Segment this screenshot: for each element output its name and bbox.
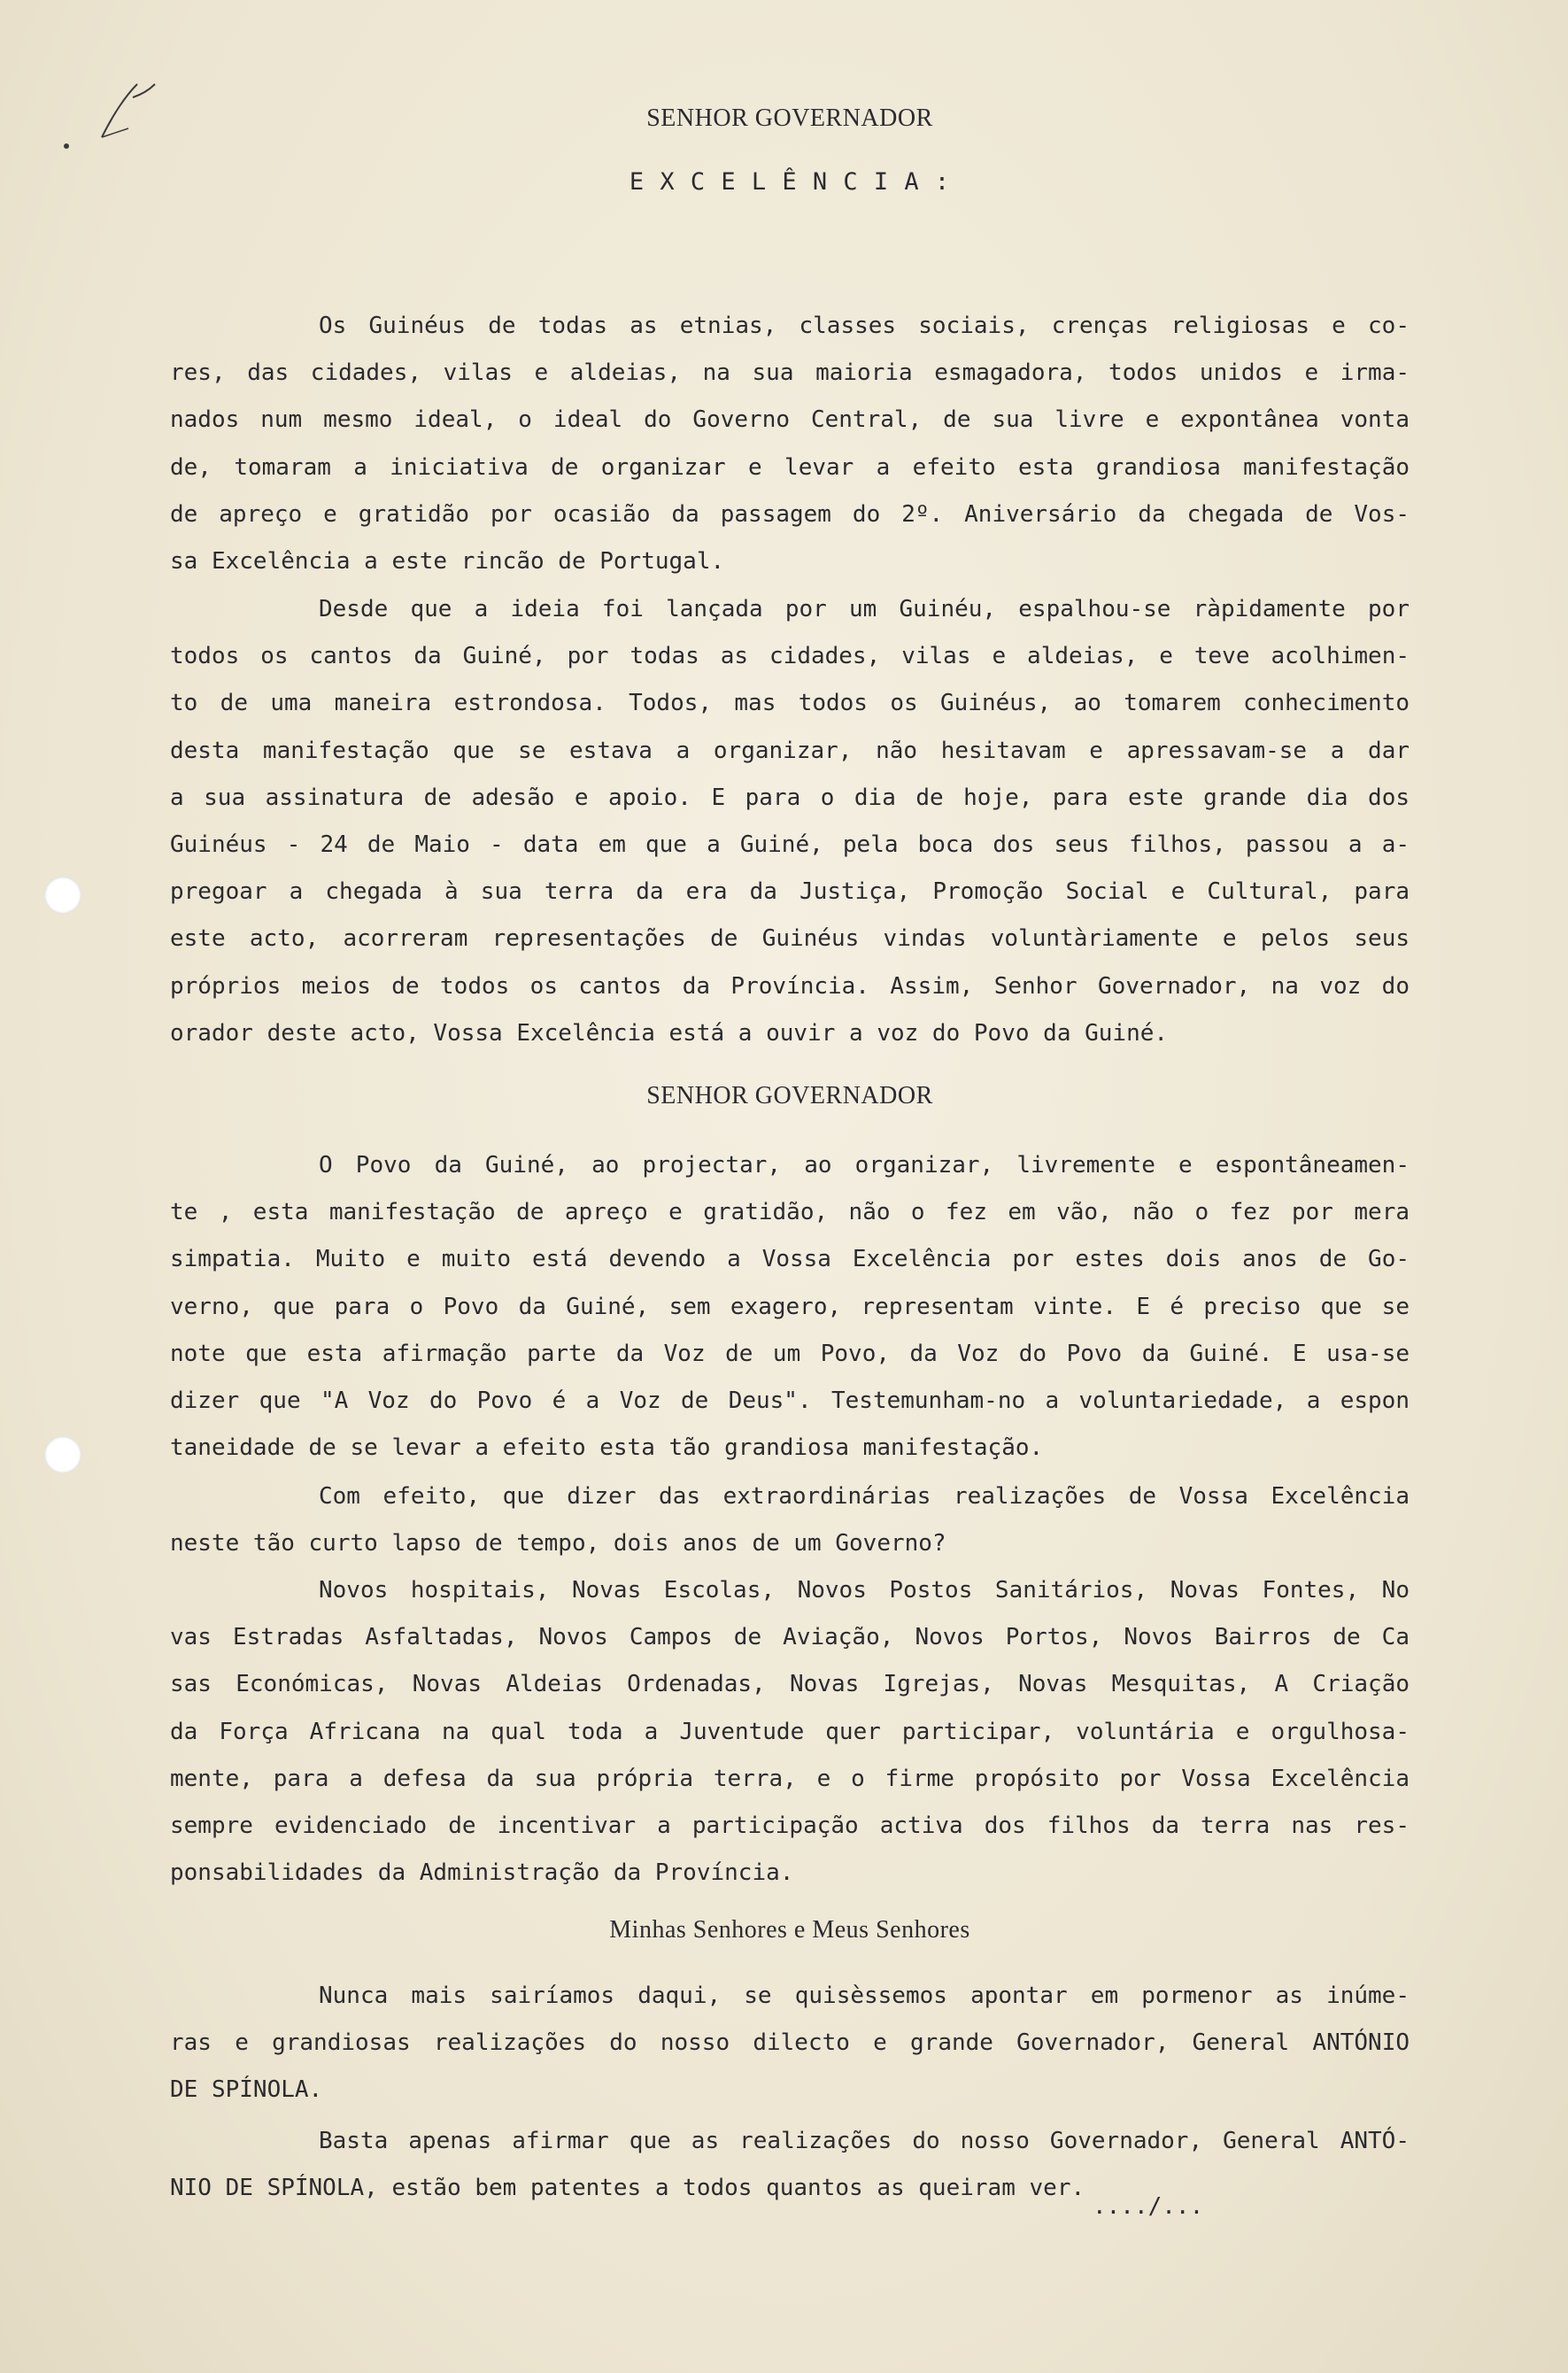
paragraph-line: todos os cantos da Guiné, por todas as cidades, vilas e aldeias, e teve acolhimen-: [170, 643, 1410, 670]
salutation: E X C E L Ê N C I A :: [629, 168, 951, 196]
paragraph-line: da Força Africana na qual toda a Juventude quer participar, voluntária e orgulhosa-: [170, 1718, 1410, 1745]
paragraph-line: res, das cidades, vilas e aldeias, na sua maioria esmagadora, todos unidos e irma-: [170, 359, 1410, 387]
paragraph-7: [170, 2118, 1410, 2212]
paragraph-line: dizer que "A Voz do Povo é a Voz de Deus". Testemunham-no a voluntariedade, a espon: [170, 1387, 1410, 1414]
paragraph-line: simpatia. Muito e muito está devendo a Vossa Excelência por estes dois anos de Go-: [170, 1246, 1410, 1273]
handwritten-mark: [49, 66, 182, 164]
paragraph-line: sas Económicas, Novas Aldeias Ordenadas, Novas Igrejas, Novas Mesquitas, A Criação: [170, 1671, 1410, 1698]
paragraph-3: [170, 1142, 1410, 1472]
paragraph-4: [170, 1473, 1410, 1567]
punch-hole-top: [44, 877, 81, 914]
paragraph-line: ras e grandiosas realizações do nosso dilecto e grande Governador, General ANTÓNIO: [170, 2029, 1410, 2057]
paragraph-1: [170, 303, 1410, 585]
paragraph-2: [170, 586, 1410, 1057]
paragraph-line: orador deste acto, Vossa Excelência está a ouvir a voz do Povo da Guiné.: [170, 1019, 1169, 1047]
paragraph-line: to de uma maneira estrondosa. Todos, mas todos os Guinéus, ao tomarem conhecimento: [170, 690, 1410, 717]
heading-3: Minhas Senhores e Meus Senhores: [609, 1916, 970, 1944]
paragraph-line: Desde que a ideia foi lançada por um Guinéu, espalhou-se ràpidamente por: [319, 596, 1410, 622]
paragraph-line: próprios meios de todos os cantos da Província. Assim, Senhor Governador, na voz do: [170, 972, 1410, 1000]
paragraph-line: este acto, acorreram representações de Guinéus vindas voluntàriamente e pelos seus: [170, 925, 1410, 953]
paragraph-line: NIO DE SPÍNOLA, estão bem patentes a todos quantos as queiram ver.: [170, 2175, 1085, 2202]
paragraph-line: desta manifestação que se estava a organizar, não hesitavam e apressavam-se a dar: [170, 737, 1410, 764]
paragraph-line: Os Guinéus de todas as etnias, classes sociais, crenças religiosas e co-: [319, 313, 1410, 339]
paragraph-line: taneidade de se levar a efeito esta tão grandiosa manifestação.: [170, 1434, 1044, 1462]
paragraph-line: DE SPÍNOLA.: [170, 2076, 323, 2104]
paragraph-line: Guinéus - 24 de Maio - data em que a Guiné, pela boca dos seus filhos, passou a a-: [170, 831, 1410, 858]
paragraph-line: note que esta afirmação parte da Voz de um Povo, da Voz do Povo da Guiné. E usa-se: [170, 1340, 1410, 1367]
paragraph-5: [170, 1567, 1410, 1897]
paragraph-line: de apreço e gratidão por ocasião da passagem do 2º. Aniversário da chegada de Vos-: [170, 500, 1410, 528]
paragraph-line: vas Estradas Asfaltadas, Novos Campos de Aviação, Novos Portos, Novos Bairros de Ca: [170, 1624, 1410, 1651]
heading-2: SENHOR GOVERNADOR: [646, 1082, 933, 1109]
punch-hole-bottom: [44, 1436, 81, 1473]
paragraph-6: [170, 1973, 1410, 2114]
paragraph-line: O Povo da Guiné, ao projectar, ao organizar, livremente e espontâneamen-: [319, 1152, 1410, 1179]
paragraph-line: Nunca mais sairíamos daqui, se quisèssemos apontar em pormenor as inúme-: [319, 1983, 1410, 2009]
paragraph-line: nados num mesmo ideal, o ideal do Governo Central, de sua livre e expontânea vonta: [170, 406, 1410, 434]
paragraph-line: verno, que para o Povo da Guiné, sem exagero, representam vinte. E é preciso que se: [170, 1293, 1410, 1320]
paragraph-line: a sua assinatura de adesão e apoio. E para o dia de hoje, para este grande dia dos: [170, 784, 1410, 811]
paragraph-line: Basta apenas afirmar que as realizações do nosso Governador, General ANTÓ-: [319, 2128, 1410, 2154]
paragraph-line: mente, para a defesa da sua própria terra, e o firme propósito por Vossa Excelência: [170, 1765, 1410, 1792]
paragraph-line: pregoar a chegada à sua terra da era da Justiça, Promoção Social e Cultural, para: [170, 878, 1410, 906]
heading: SENHOR GOVERNADOR: [646, 104, 933, 132]
paragraph-line: sempre evidenciado de incentivar a participação activa dos filhos da terra nas res-: [170, 1812, 1410, 1839]
paragraph-line: sa Excelência a este rincão de Portugal.: [170, 547, 725, 575]
paragraph-line: Com efeito, que dizer das extraordinárias realizações de Vossa Excelência: [319, 1483, 1410, 1510]
paragraph-line: de, tomaram a iniciativa de organizar e levar a efeito esta grandiosa manifestação: [170, 453, 1410, 481]
continuation-mark: ..../...: [1093, 2193, 1204, 2220]
paragraph-line: neste tão curto lapso de tempo, dois anos de um Governo?: [170, 1530, 946, 1558]
paragraph-line: Novos hospitais, Novas Escolas, Novos Postos Sanitários, Novas Fontes, No: [319, 1577, 1410, 1604]
paragraph-line: ponsabilidades da Administração da Província.: [170, 1859, 794, 1887]
paragraph-line: te , esta manifestação de apreço e gratidão, não o fez em vão, não o fez por mera: [170, 1199, 1410, 1226]
